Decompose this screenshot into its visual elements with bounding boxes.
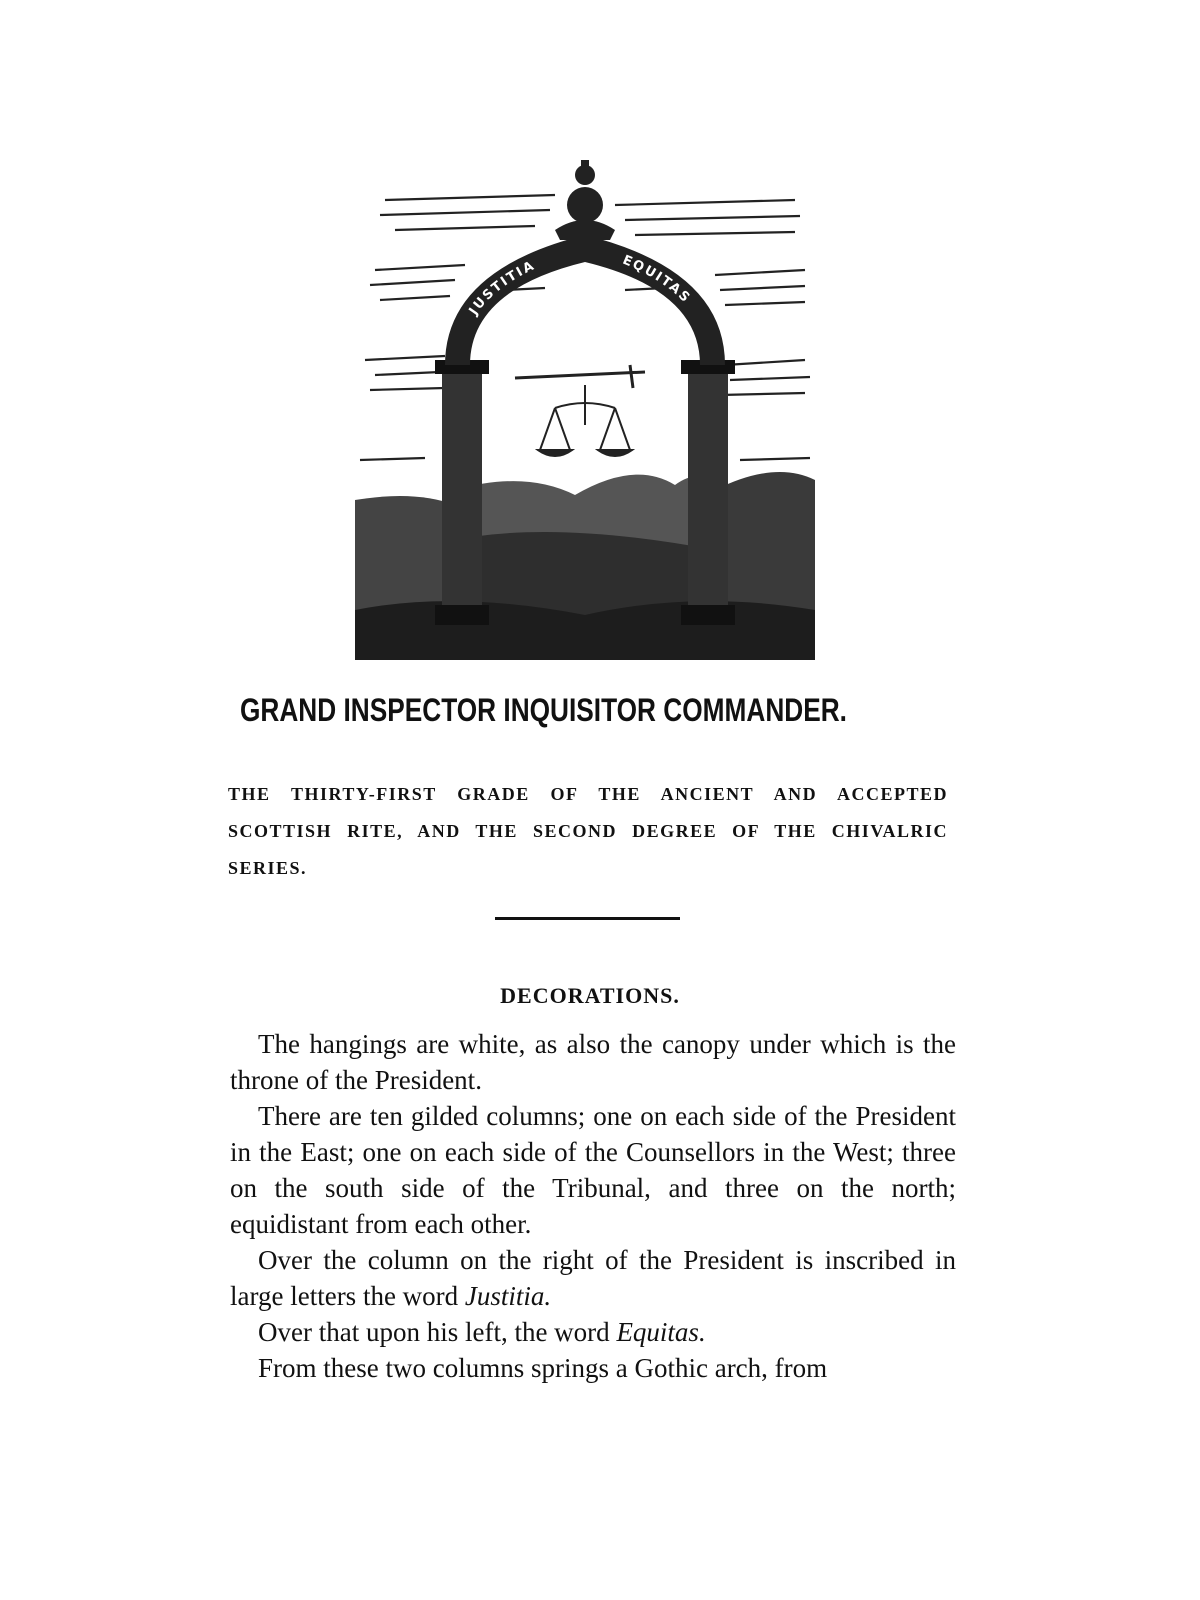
arch-inscription-equitas: EQUITAS [620, 252, 694, 307]
arch-inscription-justitia: JUSTITIA [466, 258, 539, 319]
sword [515, 365, 645, 388]
paragraph-equitas [230, 1314, 956, 1350]
arch-engraving-illustration [355, 160, 815, 670]
left-column [435, 360, 489, 625]
gothic-arch [445, 235, 725, 365]
body-text [230, 1026, 956, 1386]
crown-finial [555, 160, 615, 240]
section-heading: DECORATIONS. [500, 983, 680, 1008]
right-column [681, 360, 735, 625]
divider-rule [495, 917, 680, 920]
word-equitas: Equitas. [616, 1317, 706, 1347]
paragraph-equitas-text: Over that upon his left, the word [258, 1317, 617, 1347]
balance-scales [538, 385, 632, 456]
paragraph-columns: There are ten gilded columns; one on each side of the President in the East; one on each side of the Counsellors in the West; three on the south side of the Tribunal, and three on the north; equidistant from each other. [230, 1101, 956, 1239]
page-title: GRAND INSPECTOR INQUISITOR COMMANDER. [240, 692, 847, 728]
paragraph-hangings: The hangings are white, as also the canopy under which is the throne of the President. [230, 1029, 956, 1095]
paragraph-gothic-arch: From these two columns springs a Gothic arch, from [258, 1353, 828, 1383]
word-justitia: Justitia. [464, 1281, 552, 1311]
degree-subtitle: THE THIRTY-FIRST GRADE OF THE ANCIENT AND ACCEPTED SCOTTISH RITE, AND THE SECOND DEGREE OF THE CHIVALRIC SERIES. [228, 784, 948, 878]
paragraph-justitia [230, 1242, 956, 1314]
paragraph-justitia-text: Over the column on the right of the President is inscribed in large letters the word [230, 1245, 956, 1311]
